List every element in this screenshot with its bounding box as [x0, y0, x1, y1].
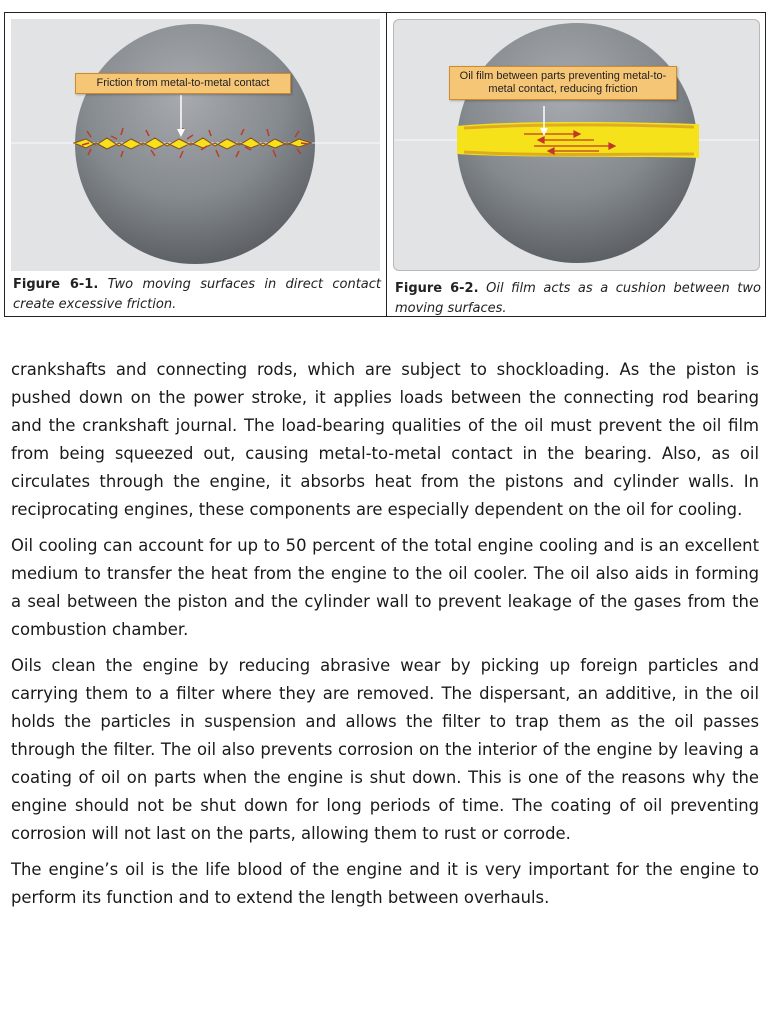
oil-film-sphere-graphic [394, 20, 759, 270]
paragraph-4: The engine’s oil is the life blood of the engine and it is very important for the engine to perform its function and to extend the length between overhauls. [11, 860, 759, 907]
friction-sphere-graphic [11, 19, 380, 271]
figure-number: Figure 6-1. [13, 277, 99, 292]
oil-film-callout: Oil film between parts preventing metal-to-metal contact, reducing friction [449, 66, 677, 100]
paragraph-2: Oil cooling can account for up to 50 percent of the total engine cooling and is an excellent medium to transfer the heat from the engine to the oil cooler. The oil also aids in forming a seal between the piston and the cylinder wall to prevent leakage of the gases from the combustion chamber. [11, 536, 759, 639]
oil-film-illustration [393, 19, 760, 271]
figure-6-1 [5, 13, 386, 316]
friction-illustration [11, 19, 380, 271]
figure-6-2 [387, 13, 765, 316]
caption-text: Oil film acts as a cushion between two moving surfaces. [395, 281, 761, 316]
figure-6-2-caption [395, 279, 761, 319]
figure-number: Figure 6-2. [395, 281, 479, 296]
body-text [11, 356, 759, 920]
figure-6-1-caption [13, 275, 381, 315]
friction-callout: Friction from metal-to-metal contact [75, 73, 291, 94]
paragraph-1: crankshafts and connecting rods, which are subject to shockloading. As the piston is pushed down on the power stroke, it applies loads between the connecting rod bearing and the crankshaft journal. The load-bearing qualities of the oil must prevent the oil film from being squeezed out, causing metal-to-metal contact in the bearing. Also, as oil circulates through the engine, it absorbs heat from the pistons and cylinder walls. In reciprocating engines, these components are especially dependent on the oil for cooling. [11, 360, 759, 519]
caption-text: Two moving surfaces in direct contact create excessive friction. [13, 277, 382, 312]
paragraph-3: Oils clean the engine by reducing abrasive wear by picking up foreign particles and carrying them to a filter where they are removed. The dispersant, an additive, in the oil holds the particles in suspension and allows the filter to trap them as the oil passes through the filter. The oil also prevents corrosion on the interior of the engine by leaving a coating of oil on parts when the engine is shut down. This is one of the reasons why the engine should not be shut down for long periods of time. The coating of oil preventing corrosion will not last on the parts, allowing them to rust or corrode. [11, 656, 759, 843]
figure-table [4, 12, 766, 317]
